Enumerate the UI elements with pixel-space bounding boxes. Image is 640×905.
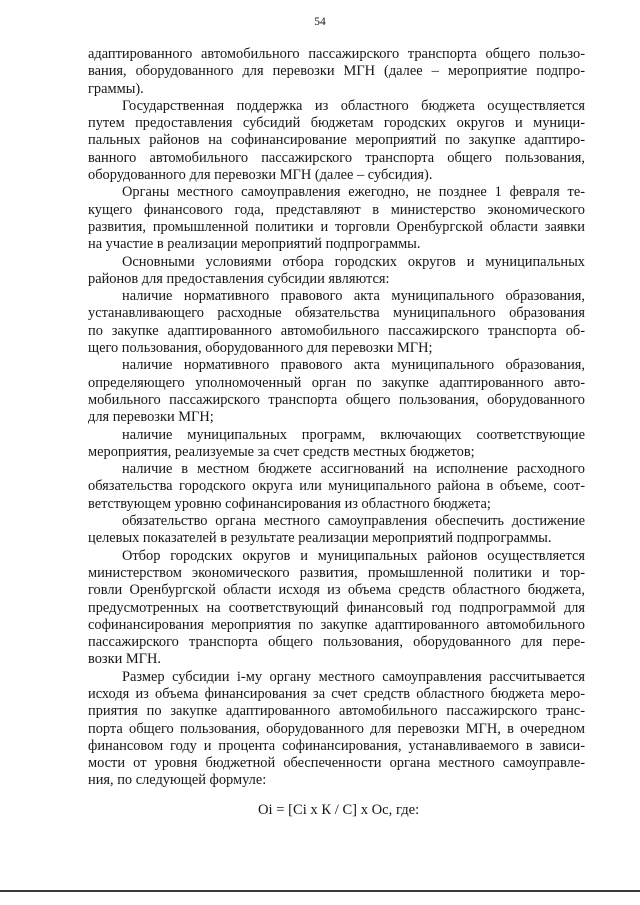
paragraph <box>88 461 585 513</box>
paragraph <box>88 669 585 790</box>
text-line: районов для предоставления субсидии являются: <box>88 270 390 287</box>
text-line: вания, оборудованного для перевозки МГН (далее – мероприятие подпро- <box>88 63 585 80</box>
document-body <box>88 46 585 819</box>
text-line: для перевозки МГН; <box>88 409 214 426</box>
text-line: мероприятия, реализуемые за счет средств местных бюджетов; <box>88 443 475 460</box>
text-line: мости от уровня бюджетной обеспеченности органа местного самоуправле- <box>88 755 585 772</box>
text-line: Органы местного самоуправления ежегодно, не позднее 1 февраля те- <box>122 184 585 201</box>
text-line: развития, промышленной политики и торговли Оренбургской области заявки <box>88 218 585 235</box>
text-line: наличие муниципальных программ, включающих соответствующие <box>122 426 585 443</box>
text-line: пальных районов на софинансирование мероприятий по закупке адаптиро- <box>88 132 585 149</box>
text-line: обязательства городского округа или муниципального района в объеме, соот- <box>88 478 585 495</box>
text-line: устанавливающего расходные обязательства муниципального образования <box>88 305 585 322</box>
text-line: путем предоставления субсидий бюджетам городских округов и муници- <box>88 115 585 132</box>
text-line: возки МГН. <box>88 651 161 668</box>
paragraph <box>88 427 585 462</box>
text-line: министерством экономического развития, промышленной политики и тор- <box>88 564 585 581</box>
text-line: приятия по закупке адаптированного автомобильного пассажирского транс- <box>88 703 585 720</box>
text-line: граммы). <box>88 80 144 97</box>
text-line: на участие в реализации мероприятий подпрограммы. <box>88 236 421 253</box>
text-line: оборудованного для перевозки МГН (далее – субсидия). <box>88 167 433 184</box>
text-line: ванного автомобильного пассажирского транспорта общего пользования, <box>88 149 585 166</box>
bottom-rule <box>0 890 640 892</box>
text-line: Государственная поддержка из областного бюджета осуществляется <box>122 97 585 114</box>
text-line: наличие нормативного правового акта муниципального образования, <box>122 357 585 374</box>
text-line: мобильного пассажирского транспорта общего пользования, оборудованного <box>88 391 585 408</box>
text-line: обязательство органа местного самоуправления обеспечить достижение <box>122 513 585 530</box>
text-line: Основными условиями отбора городских округов и муниципальных <box>122 253 585 270</box>
paragraph <box>88 254 585 289</box>
text-line: целевых показателей в результате реализации мероприятий подпрограммы. <box>88 530 552 547</box>
paragraph <box>88 288 585 357</box>
text-line: Размер субсидии i-му органу местного самоуправления рассчитывается <box>122 668 585 685</box>
text-line: наличие нормативного правового акта муниципального образования, <box>122 288 585 305</box>
text-line: определяющего уполномоченный орган по закупке адаптированного авто- <box>88 374 585 391</box>
text-line: ветствующем уровню софинансирования из областного бюджета; <box>88 495 491 512</box>
paragraph <box>88 46 585 98</box>
paragraph <box>88 513 585 548</box>
formula: Oi = [Ci x К / С] х Ос, где: <box>258 801 420 818</box>
text-line: исходя из объема финансирования за счет средств областного бюджета меро- <box>88 685 585 702</box>
text-line: наличие в местном бюджете ассигнований на исполнение расходного <box>122 461 585 478</box>
text-line: щего пользования, оборудованного для перевозки МГН; <box>88 340 433 357</box>
text-line: по закупке адаптированного автомобильного пассажирского транспорта об- <box>88 322 585 339</box>
page-number: 54 <box>314 16 326 28</box>
text-line: предусмотренных на соответствующий финансовый год подпрограммой для <box>88 599 585 616</box>
text-line: кущего финансового года, представляют в министерство экономического <box>88 201 585 218</box>
paragraph <box>88 548 585 669</box>
text-line: порта общего пользования, оборудованного для перевозки МГН, в очередном <box>88 720 585 737</box>
paragraph <box>88 357 585 426</box>
text-line: говли Оренбургской области исходя из объема средств областного бюджета, <box>88 582 585 599</box>
text-line: адаптированного автомобильного пассажирского транспорта общего пользо- <box>88 46 585 62</box>
text-line: Отбор городских округов и муниципальных районов осуществляется <box>122 547 585 564</box>
text-line: софинансирования мероприятия по закупке адаптированного автомобильного <box>88 616 585 633</box>
text-line: финансовом году и процента софинансирования, устанавливаемого в зависи- <box>88 737 585 754</box>
text-line: ния, по следующей формуле: <box>88 772 267 789</box>
paragraph <box>88 98 585 184</box>
paragraph <box>88 184 585 253</box>
text-line: пассажирского транспорта общего пользования, оборудованного для пере- <box>88 634 585 651</box>
